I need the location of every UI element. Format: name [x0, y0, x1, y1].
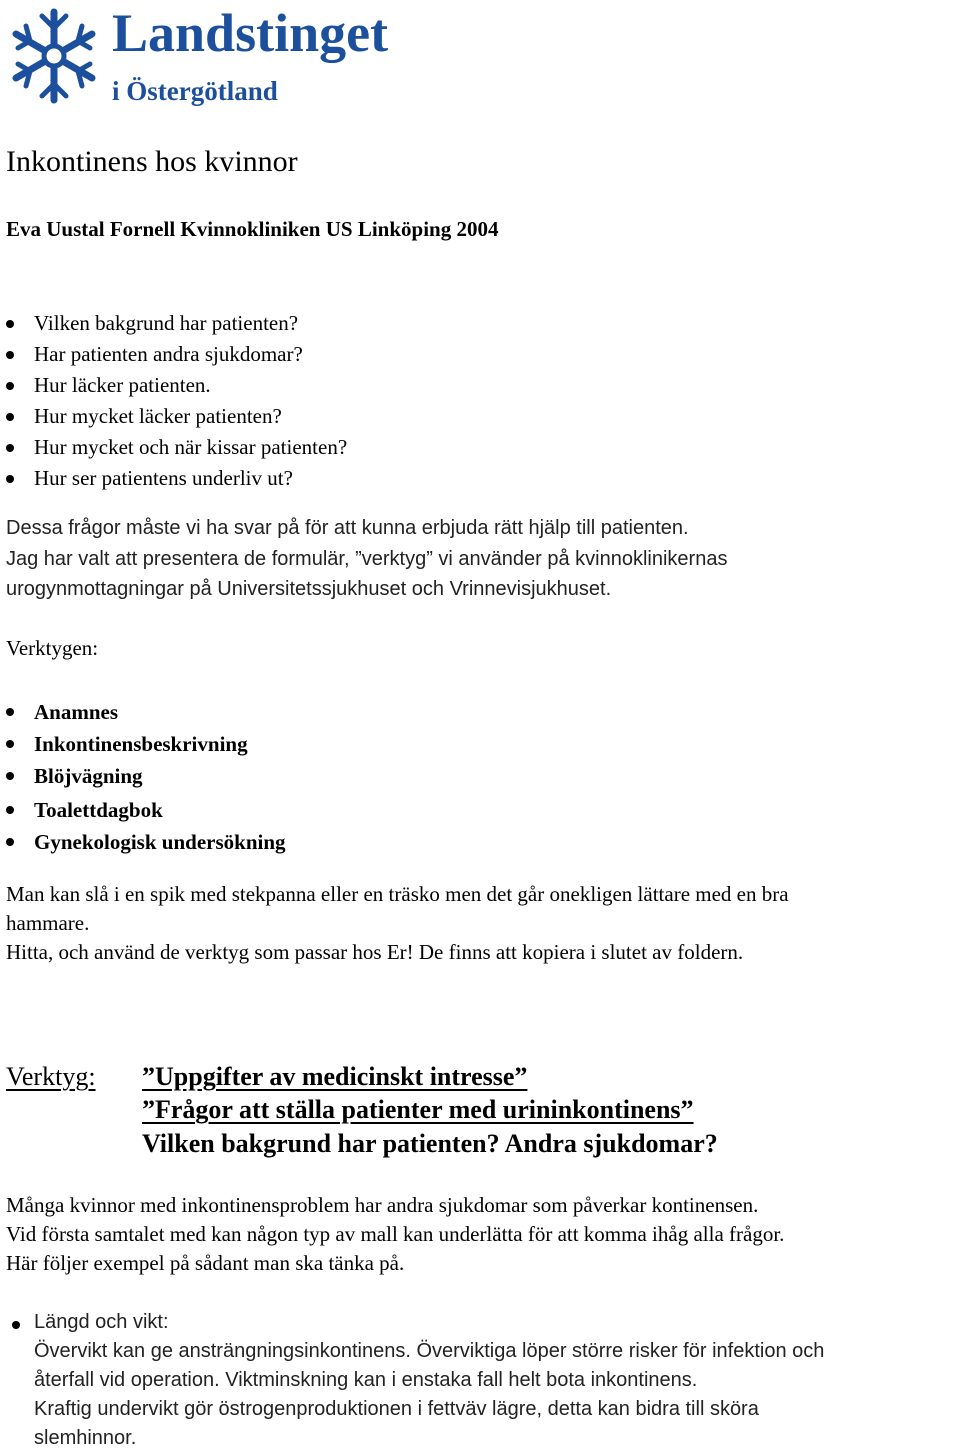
list-item: Vilken bakgrund har patienten?	[0, 308, 347, 339]
author-line: Eva Uustal Fornell Kvinnokliniken US Linköping 2004	[6, 217, 499, 241]
section-label: Verktyg:	[6, 1062, 96, 1091]
bullet-icon	[6, 772, 14, 780]
bullet-icon	[6, 444, 14, 452]
list-item: Toalettdagbok	[0, 794, 286, 826]
snowflake-logo-icon	[4, 4, 104, 108]
bullet-icon	[6, 320, 14, 328]
item-line-1: Övervikt kan ge ansträngningsinkontinens. Överviktiga löper större risker för infektion och	[34, 1340, 825, 1362]
logo-wordmark: Landstinget	[112, 3, 389, 63]
list-item: Hur ser patientens underliv ut?	[0, 463, 347, 494]
closing-line-2: hammare.	[6, 911, 90, 935]
section-title-2: ”Frågor att ställa patienter med urininkontinens”	[142, 1095, 694, 1124]
section-line-2: Vid första samtalet med kan någon typ av mall kan underlätta för att komma ihåg alla frågor.	[6, 1222, 785, 1246]
tools-heading: Verktygen:	[6, 636, 99, 660]
bullet-icon	[6, 708, 14, 716]
closing-line-1: Man kan slå i en spik med stekpanna eller en träsko men det går onekligen lättare med en bra	[6, 882, 789, 906]
intro-line-1: Dessa frågor måste vi ha svar på för att kunna erbjuda rätt hjälp till patienten.	[6, 517, 689, 539]
bullet-icon	[6, 351, 14, 359]
item-line-2: återfall vid operation. Viktminskning kan i enstaka fall helt bota inkontinens.	[34, 1369, 698, 1391]
bullet-icon	[6, 382, 14, 390]
list-item: Gynekologisk undersökning	[0, 826, 286, 858]
list-item: Hur läcker patienten.	[0, 370, 347, 401]
bullet-icon	[6, 1318, 20, 1332]
bullet-icon	[6, 806, 14, 814]
section-line-1: Många kvinnor med inkontinensproblem har andra sjukdomar som påverkar kontinensen.	[6, 1193, 759, 1217]
bullet-icon	[6, 740, 14, 748]
item-label: Längd och vikt:	[34, 1311, 169, 1333]
list-item: Har patienten andra sjukdomar?	[0, 339, 347, 370]
list-item: Anamnes	[0, 696, 286, 728]
landstinget-logo	[4, 4, 434, 112]
list-item: Blöjvägning	[0, 760, 286, 792]
question-list	[0, 308, 347, 494]
logo-subtitle: i Östergötland	[112, 76, 278, 106]
item-line-3: Kraftig undervikt gör östrogenproduktionen i fettväv lägre, detta kan bidra till sköra	[34, 1398, 759, 1420]
document-title: Inkontinens hos kvinnor	[6, 145, 298, 178]
closing-line-3: Hitta, och använd de verktyg som passar hos Er! De finns att kopiera i slutet av foldern.	[6, 940, 744, 964]
item-line-4: slemhinnor.	[34, 1427, 137, 1449]
section-title-3: Vilken bakgrund har patienten? Andra sjukdomar?	[142, 1129, 718, 1158]
section-line-3: Här följer exempel på sådant man ska tänka på.	[6, 1251, 405, 1275]
bullet-icon	[6, 838, 14, 846]
intro-line-2: Jag har valt att presentera de formulär, ”verktyg” vi använder på kvinnoklinikernas	[6, 548, 728, 570]
bullet-icon	[6, 475, 14, 483]
list-item: Hur mycket och när kissar patienten?	[0, 432, 347, 463]
intro-line-3: urogynmottagningar på Universitetssjukhuset och Vrinnevisjukhuset.	[6, 578, 612, 600]
list-item: Hur mycket läcker patienten?	[0, 401, 347, 432]
section-title-1: ”Uppgifter av medicinskt intresse”	[142, 1062, 528, 1091]
bullet-icon	[6, 413, 14, 421]
list-item: Inkontinensbeskrivning	[0, 728, 286, 760]
tools-list	[0, 696, 286, 858]
